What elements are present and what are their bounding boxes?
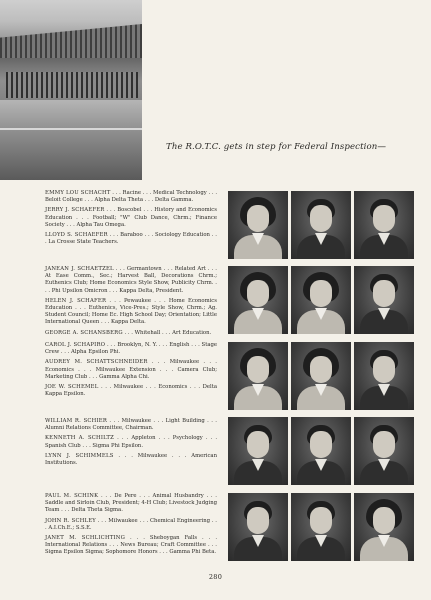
senior-entry [45, 435, 217, 449]
portrait-face [310, 356, 332, 383]
senior-entry [45, 232, 217, 246]
entry-group [45, 190, 217, 249]
student-name: JANET M. SCHLICHTING [45, 535, 126, 542]
senior-entry [45, 384, 217, 398]
student-name: KENNETH A. SCHILTZ [45, 435, 115, 442]
portrait-face [373, 356, 395, 383]
student-name: AUDREY M. SCHATTSCHNEIDER [45, 359, 148, 366]
student-details: . . . Brooklyn, N. Y. . . . English . . . Stage Crew . . . Alpha Epsilon Phi. [45, 342, 218, 356]
portrait-row [228, 266, 416, 334]
student-portrait [228, 417, 288, 485]
rotc-parade-photo [0, 0, 142, 180]
portrait-row [228, 493, 416, 561]
field-line [0, 128, 142, 130]
student-details: . . . Appleton . . . Psychology . . . Spanish Club . . . Sigma Phi Epsilon. [45, 435, 218, 449]
student-portrait [228, 191, 288, 259]
senior-entry [45, 207, 217, 229]
student-portrait [354, 342, 414, 410]
student-name: GEORGE A. SCHANSBERG [45, 329, 123, 336]
senior-entry [45, 518, 217, 532]
student-name: JERRY J. SCHAEFER [45, 207, 105, 214]
portrait-face [310, 205, 332, 232]
student-portrait [354, 266, 414, 334]
student-name: PAUL M. SCHINK [45, 493, 99, 499]
student-name: LYNN J. SCHIMMELS [45, 452, 114, 459]
student-name: EMMY LOU SCHACHT [45, 190, 111, 196]
student-details: . . . Racine . . . Medical Technology . . . Beloit College . . . Alpha Delta Theta . . . Delta Gamma. [45, 190, 217, 204]
entry-group [45, 266, 217, 340]
student-name: LLOYD S. SCHAEFER [45, 232, 108, 239]
student-details: . . . Boscobel . . . History and Economics Education . . . Football; "W" Club Dance, Chrm.; Finance Society . . . Alpha Tau Omega. [45, 207, 217, 228]
portrait-row [228, 417, 416, 485]
student-portrait [291, 493, 351, 561]
portrait-face [373, 431, 395, 458]
senior-entry [45, 330, 217, 337]
portrait-face [373, 280, 395, 307]
portrait-face [373, 205, 395, 232]
student-portrait [354, 417, 414, 485]
portrait-face [373, 507, 395, 534]
student-portrait [291, 266, 351, 334]
portrait-face [247, 205, 269, 232]
portrait-face [310, 507, 332, 534]
student-portrait [228, 493, 288, 561]
senior-entry [45, 535, 217, 557]
entry-group [45, 342, 217, 401]
senior-entry [45, 342, 217, 356]
student-portrait [291, 417, 351, 485]
senior-entry [45, 298, 217, 327]
page-number: 280 [208, 573, 223, 581]
student-portrait [291, 191, 351, 259]
portrait-face [247, 507, 269, 534]
student-details: . . . Sheboygan Falls . . . International Relations . . . News Bureau; Craft Committee . . . Sigma Epsilon Sigma; Sophomore Honors . . . Gamma Phi Beta. [45, 535, 217, 556]
student-details: . . . Baraboo . . . Sociology Education . . . La Crosse State Teachers. [45, 232, 217, 246]
student-name: JANEAN J. SCHAETZEL [45, 266, 114, 272]
student-name: JOE W. SCHEMEL [45, 384, 99, 391]
parade-field [0, 100, 142, 180]
student-portrait [354, 191, 414, 259]
senior-entry [45, 266, 217, 295]
student-portrait [228, 266, 288, 334]
photo-caption: The R.O.T.C. gets in step for Federal Inspection— [166, 142, 387, 152]
student-name: WILLIAM R. SCHIER [45, 418, 108, 424]
student-details: . . . Whitehall . . . Art Education. [122, 329, 212, 336]
portrait-face [247, 280, 269, 307]
student-name: JOHN R. SCHLEY [45, 517, 96, 524]
student-portrait [354, 493, 414, 561]
stadium-stands [0, 24, 142, 58]
student-name: HELEN J. SCHAFER [45, 297, 107, 304]
portrait-face [310, 431, 332, 458]
portrait-row [228, 191, 416, 259]
student-details: . . . Milwaukee . . . Economics . . . Delta Kappa Epsilon. [45, 384, 217, 398]
student-details: . . . Milwaukee . . . Economics . . . Milwaukee Extension . . . Camera Club; Marketing Club . . . Gamma Alpha Chi. [45, 359, 217, 380]
student-portrait [228, 342, 288, 410]
student-details: . . . Milwaukee . . . Chemical Engineering . . . A.I.Ch.E.; S.S.E. [45, 517, 217, 531]
senior-entry [45, 418, 217, 432]
student-details: . . . Germantown . . . Related Art . . . At Ease Comm., Sec.; Harvest Ball, Decorations Chrm.; Euthenics Club; Home Economics Style Show, Publicity Chrm. . . . Phi Upsilon Omicron . . . Kappa Delta, President. [45, 266, 217, 294]
student-name: CAROL J. SCHAPIRO [45, 342, 106, 348]
marching-cadets [6, 72, 138, 98]
senior-entry [45, 453, 217, 467]
portrait-face [247, 356, 269, 383]
senior-entry [45, 190, 217, 204]
portrait-face [247, 431, 269, 458]
portrait-face [310, 280, 332, 307]
student-details: . . . Milwaukee . . . American Institutions. [45, 452, 217, 467]
portrait-row [228, 342, 416, 410]
senior-entry [45, 359, 217, 381]
entry-group [45, 493, 217, 560]
student-portrait [291, 342, 351, 410]
entry-group [45, 418, 217, 470]
senior-entry [45, 493, 217, 515]
student-details: . . . Pewaukee . . . Home Economics Education . . . Euthenics, Vice-Pres.; Style Show, Chrm.; Ag. Student Council; Home Ec. High School Day; Orientation; Little International Queen . . . Kappa Delta. [45, 297, 217, 326]
student-details: . . . De Pere . . . Animal Husbandry . . . Saddle and Sirloin Club, President; 4-H Club; Livestock Judging Team . . . Delta Theta Sigma. [45, 493, 217, 514]
student-details: . . . Milwaukee . . . Light Building . . . Alumni Relations Committee, Chairman. [45, 418, 217, 432]
